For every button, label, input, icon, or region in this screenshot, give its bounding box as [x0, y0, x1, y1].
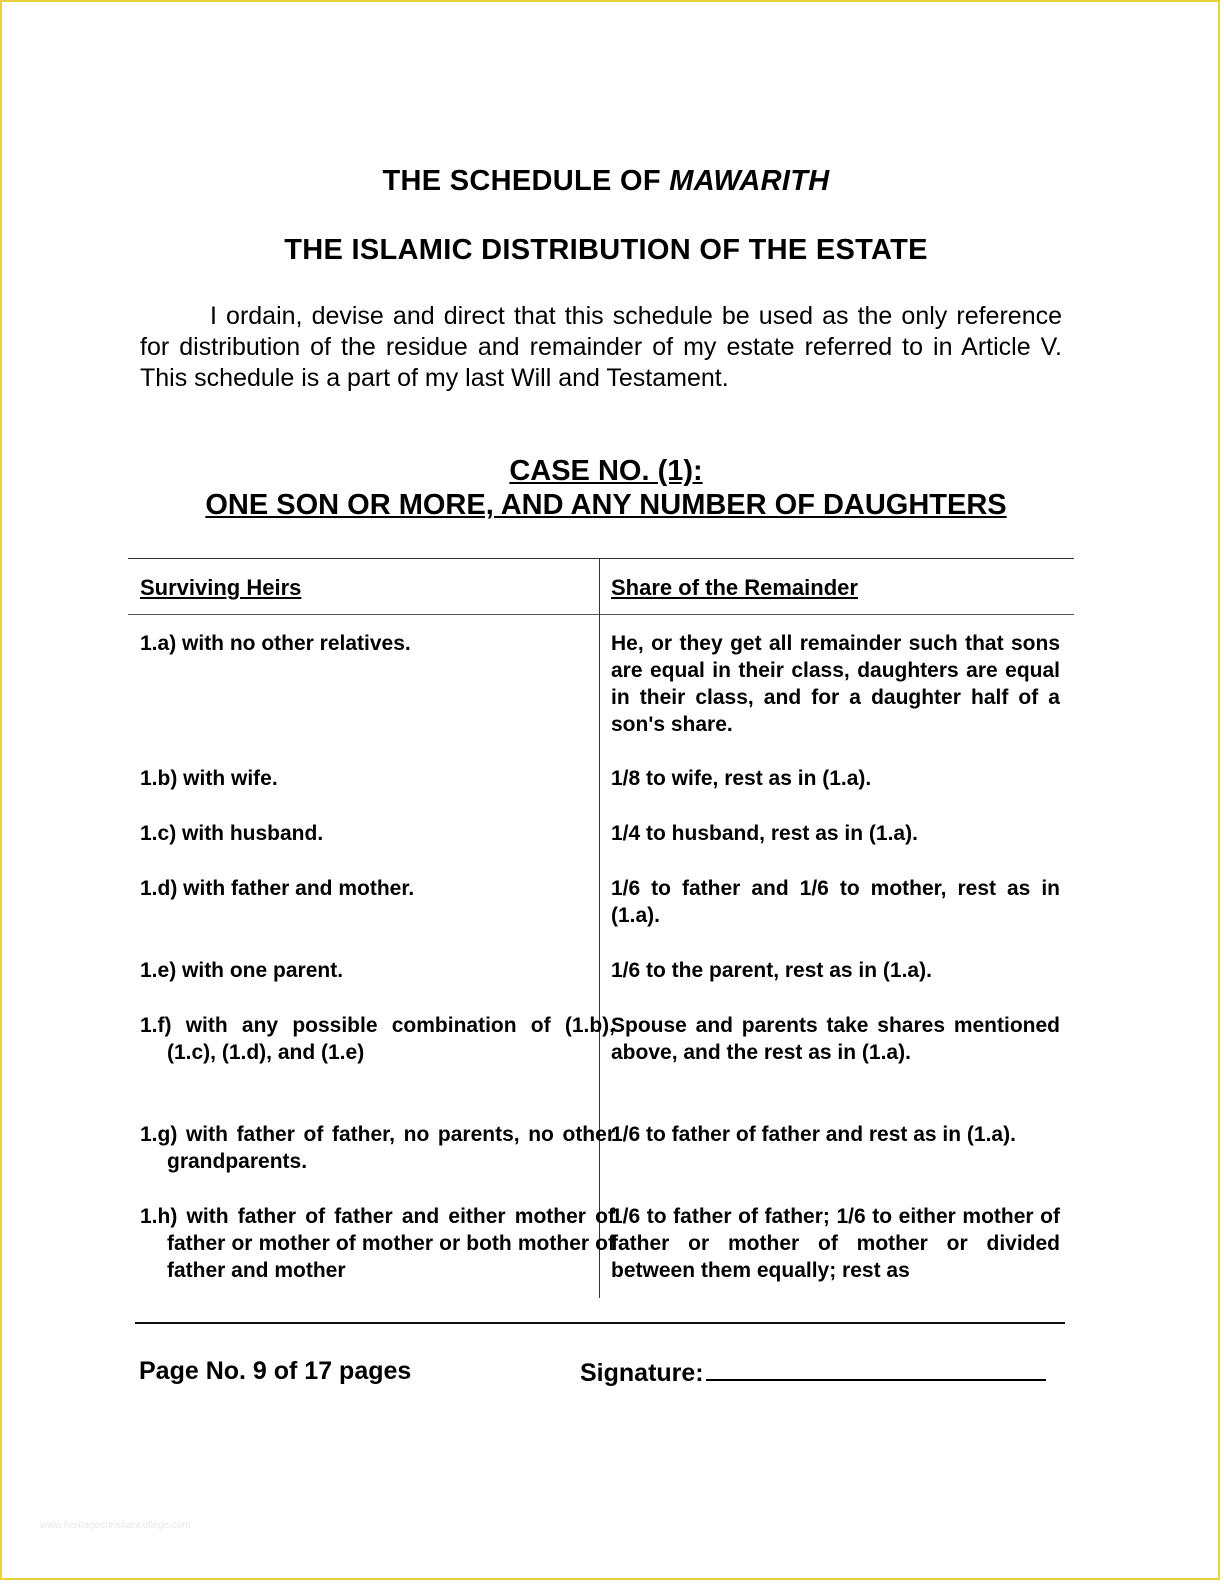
table-header-rule [128, 614, 1074, 615]
share-cell: 1/6 to the parent, rest as in (1.a). [611, 959, 932, 982]
heir-cell: 1.c) with husband. [140, 822, 324, 845]
heir-cell: 1.a) with no other relatives. [140, 632, 411, 655]
footer-rule [135, 1322, 1065, 1324]
document-title [2, 165, 1210, 198]
share-cell: 1/8 to wife, rest as in (1.a). [611, 767, 872, 790]
table-column-divider [599, 558, 600, 1298]
share-cell: Spouse and parents take shares mentioned above, and the rest as in (1.a). [611, 1014, 1060, 1064]
title-prefix: THE SCHEDULE OF [382, 165, 670, 197]
share-cell: 1/6 to father and 1/6 to mother, rest as in (1.a). [611, 877, 1060, 927]
share-cell: 1/6 to father of father and rest as in (1.a). [611, 1123, 1016, 1146]
title-emphasis: MAWARITH [669, 165, 830, 197]
case-number: CASE NO. (1): [509, 455, 703, 487]
heir-cell: 1.b) with wife. [140, 767, 278, 790]
heir-cell: 1.e) with one parent. [140, 959, 344, 982]
document-subtitle: THE ISLAMIC DISTRIBUTION OF THE ESTATE [284, 234, 928, 266]
column-header-share: Share of the Remainder [611, 575, 858, 600]
signature-label: Signature: [580, 1359, 704, 1387]
share-cell: 1/6 to father of father; 1/6 to either mother of father or mother of mother or divided between them equally; rest as [611, 1205, 1060, 1282]
column-header-heirs: Surviving Heirs [140, 575, 302, 600]
share-cell: 1/4 to husband, rest as in (1.a). [611, 822, 918, 845]
table-top-rule [128, 558, 1074, 559]
heir-cell: 1.g) with father of father, no parents, no other grandparents. [140, 1123, 615, 1173]
heir-cell: 1.f) with any possible combination of (1.b), (1.c), (1.d), and (1.e) [140, 1014, 615, 1064]
signature-field [580, 1357, 1046, 1388]
share-cell: He, or they get all remainder such that sons are equal in their class, daughters are equal in their class, and for a daughter half of a son's share. [611, 632, 1060, 736]
case-heading [2, 454, 1210, 522]
page-number: Page No. 9 of 17 pages [139, 1357, 412, 1385]
watermark-text: www.heritagechristiancollege.com [40, 1520, 191, 1531]
signature-line[interactable] [706, 1357, 1046, 1381]
case-title: ONE SON OR MORE, AND ANY NUMBER OF DAUGHTERS [205, 489, 1007, 521]
intro-paragraph: I ordain, devise and direct that this schedule be used as the only reference for distribution of the residue and remainder of my estate referred to in Article V. This schedule is a part of my last Will and Testament. [140, 302, 1062, 392]
heir-cell: 1.d) with father and mother. [140, 877, 415, 900]
heir-cell: 1.h) with father of father and either mother of father or mother of mother or both mother of father and mother [140, 1205, 615, 1282]
